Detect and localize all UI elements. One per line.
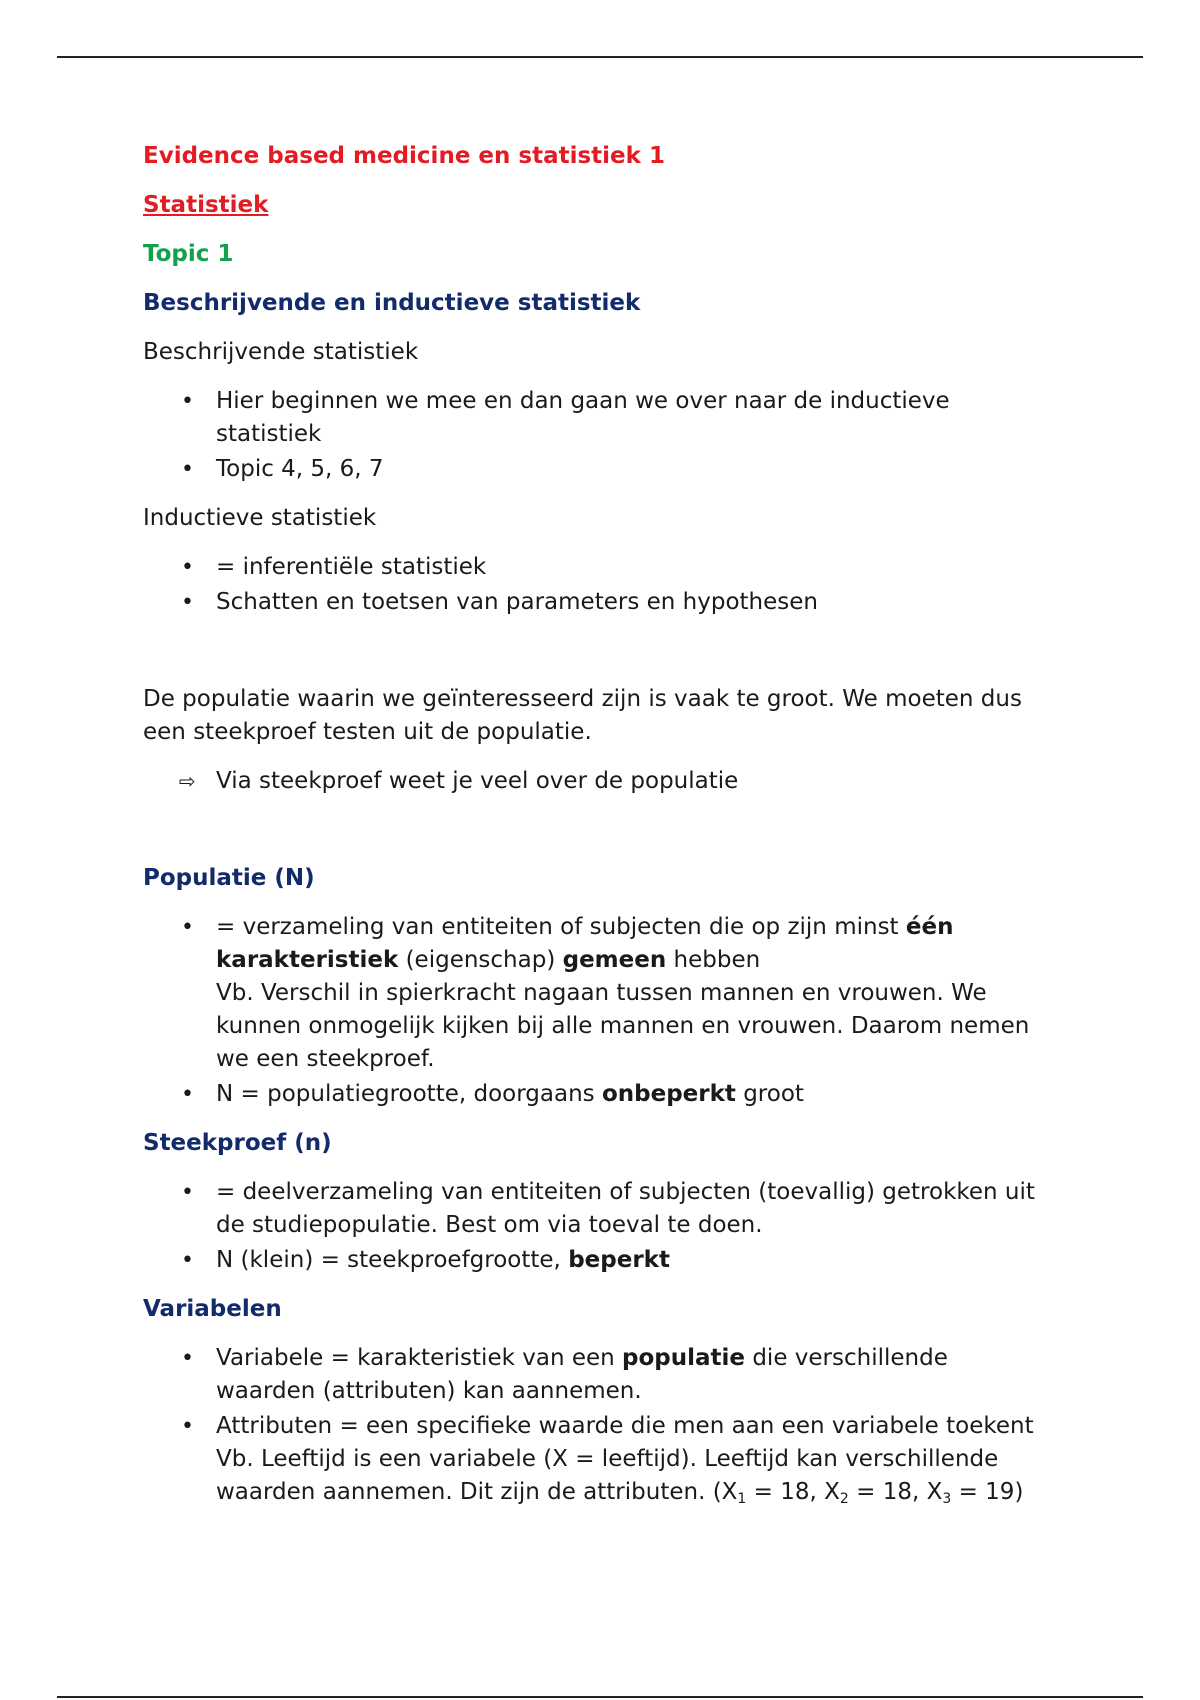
list-item: • = inferentiële statistiek — [143, 551, 1043, 584]
footer-rule — [57, 1696, 1143, 1698]
list-item: • = deelverzameling van entiteiten of subjecten (toevallig) getrokken uit de studiepopulatie. Best om via toeval te doen. — [143, 1176, 1043, 1242]
header-rule — [57, 56, 1143, 58]
list-item: • N = populatiegrootte, doorgaans onbeperkt groot — [143, 1078, 1043, 1111]
bullet-icon: • — [181, 915, 194, 940]
arrow-list — [143, 765, 1043, 798]
bullet-icon: • — [181, 1248, 194, 1273]
variabelen-list — [143, 1342, 1043, 1516]
list-item: • Attributen = een specifieke waarde die men aan een variabele toekent Vb. Leeftijd is een variabele (X = leeftijd). Leeftijd kan verschillende waarden aannemen. Dit zijn de attributen. ($X_1 = 18$, $X_2 = 18$, $X_3 = 19$) — [143, 1410, 1043, 1516]
document-title: Evidence based medicine en statistiek 1 — [143, 143, 665, 169]
document-body — [143, 140, 1043, 1532]
inductieve-list — [143, 551, 1043, 619]
bullet-icon: • — [181, 555, 194, 580]
beschrijvende-label: Beschrijvende statistiek — [143, 339, 419, 365]
bullet-icon: • — [181, 1414, 194, 1439]
section-heading-populatie: Populatie (N) — [143, 865, 315, 891]
list-item: • = verzameling van entiteiten of subjecten die op zijn minst één karakteristiek (eigenschap) gemeen hebben Vb. Verschil in spierkracht nagaan tussen mannen en vrouwen. We kunnen onmogelijk kijken bij alle mannen en vrouwen. Daarom nemen we een steekproef. — [143, 911, 1043, 1076]
bullet-icon: • — [181, 1346, 194, 1371]
populatie-paragraph: De populatie waarin we geïnteresseerd zijn is vaak te groot. We moeten dus een steekproef testen uit de populatie. — [143, 686, 1022, 745]
section-heading-steekproef: Steekproef (n) — [143, 1130, 332, 1156]
bullet-icon: • — [181, 590, 194, 615]
section-heading-variabelen: Variabelen — [143, 1296, 282, 1322]
bullet-icon: • — [181, 1180, 194, 1205]
list-item: • Schatten en toetsen van parameters en hypothesen — [143, 586, 1043, 619]
list-item: • N (klein) = steekproefgrootte, beperkt — [143, 1244, 1043, 1277]
bullet-icon: • — [181, 389, 194, 414]
list-item: ⇨ Via steekproef weet je veel over de populatie — [143, 765, 1043, 798]
inductieve-label: Inductieve statistiek — [143, 505, 377, 531]
arrow-right-icon: ⇨ — [179, 769, 196, 793]
list-item: • Hier beginnen we mee en dan gaan we over naar de inductieve statistiek — [143, 385, 1043, 451]
bullet-icon: • — [181, 457, 194, 482]
example-text: Vb. Verschil in spierkracht nagaan tussen mannen en vrouwen. We kunnen onmogelijk kijken bij alle mannen en vrouwen. Daarom nemen we een steekproef. — [216, 980, 1030, 1072]
list-item: • Variabele = karakteristiek van een populatie die verschillende waarden (attributen) kan aannemen. — [143, 1342, 1043, 1408]
steekproef-list — [143, 1176, 1043, 1277]
section-heading-statistiek: Beschrijvende en inductieve statistiek — [143, 290, 641, 316]
list-item: • Topic 4, 5, 6, 7 — [143, 453, 1043, 486]
topic-heading: Topic 1 — [143, 241, 234, 267]
populatie-list — [143, 911, 1043, 1111]
beschrijvende-list — [143, 385, 1043, 486]
bullet-icon: • — [181, 1082, 194, 1107]
document-subtitle: Statistiek — [143, 192, 269, 218]
example-text: Vb. Leeftijd is een variabele (X = leeftijd). Leeftijd kan verschillende waarden aannemen. Dit zijn de attributen. ($X_1 = 18$, $X_2 = 18$, $X_3 = 19$) — [216, 1446, 1024, 1507]
